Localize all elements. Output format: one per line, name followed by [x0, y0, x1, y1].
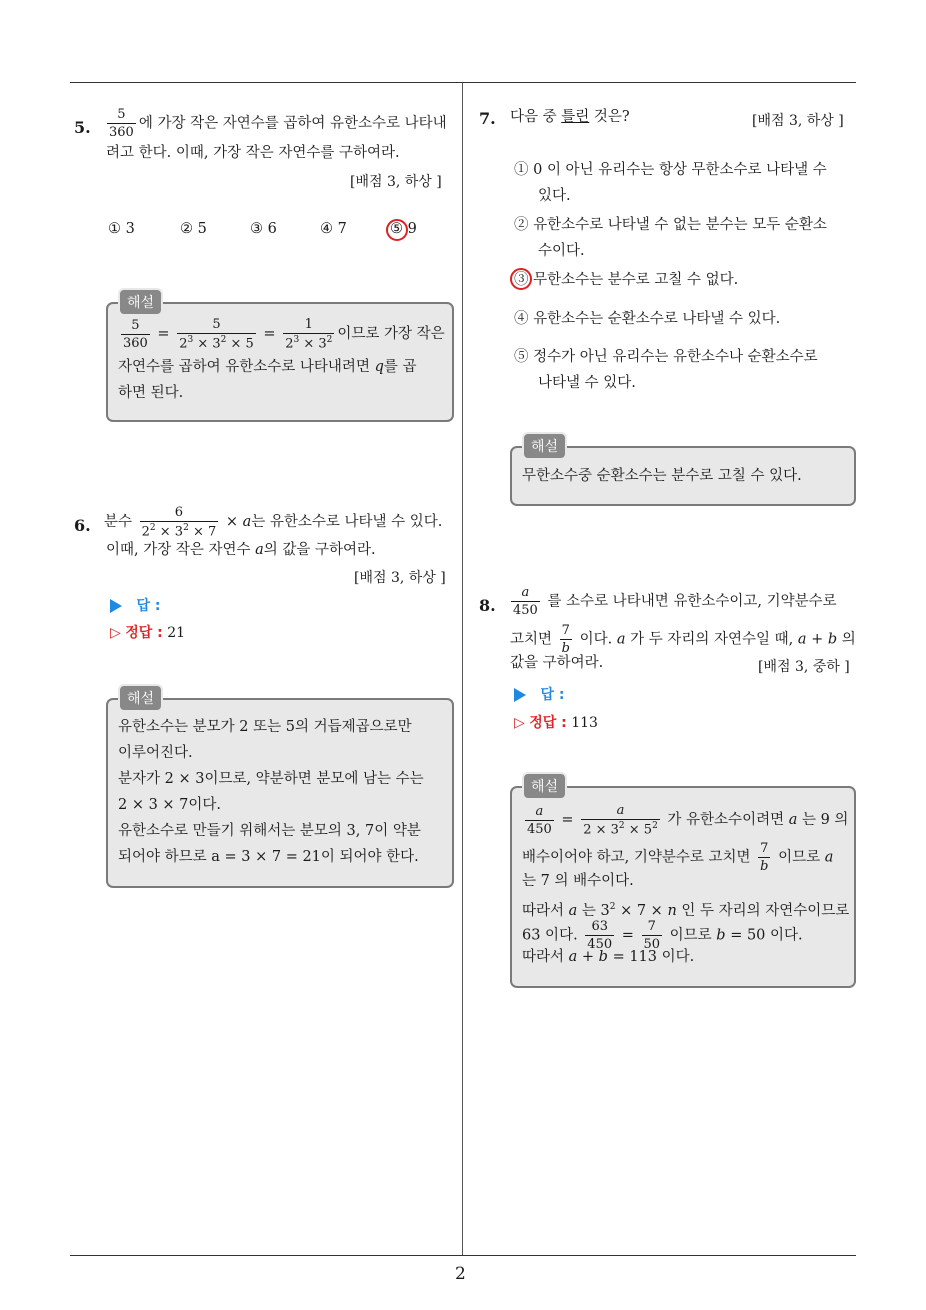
q6-explanation-l3: 분자가 2 × 3이므로, 약분하면 분모에 남는 수는	[118, 771, 424, 787]
bottom-rule	[70, 1255, 856, 1256]
q6-explanation-tag: 해설	[118, 684, 163, 712]
q8-number: 8.	[479, 596, 496, 615]
q5-option-5[interactable]: ⑤ 9	[390, 221, 417, 237]
q7-option-5[interactable]: ⑤ 정수가 아닌 유리수는 유한소수나 순환소수로 나타낼 수 있다.	[514, 349, 818, 391]
q6-points: [배점 3, 하상 ]	[354, 570, 446, 586]
q8-explanation-l6: 따라서 a + b = 113 이다.	[522, 949, 695, 965]
q5-points: [배점 3, 하상 ]	[350, 174, 442, 190]
play-arrow-icon	[514, 688, 526, 702]
q6-correct-value: 21	[167, 625, 186, 641]
q5-explanation-line2: 자연수를 곱하여 유한소수로 나타내려면 q를 곱	[118, 359, 417, 375]
column-divider	[462, 83, 463, 1255]
q6-number: 6.	[74, 516, 91, 535]
q8-explanation-l2: 배수이어야 하고, 기약분수로 고치면 $\frac{7}{b}$ 이므로 a	[522, 841, 834, 874]
q8-answer-row	[514, 684, 564, 704]
q8-explanation-l4: 따라서 a 는 $3^2 \times 7 \times n$ 인 두 자리의 자연수이므로	[522, 902, 850, 919]
q6-answer-row	[110, 595, 160, 615]
q7-option-1[interactable]: ① 0 이 아닌 유리수는 항상 무한소수로 나타낼 수 있다.	[514, 162, 827, 204]
q5-line2: 려고 한다. 이때, 가장 작은 자연수를 구하여라.	[106, 145, 400, 161]
q5-line1: $\frac{5}{360}$ 에 가장 작은 자연수를 곱하여 유한소수로 나타내	[109, 107, 447, 140]
q6-correct-row	[110, 622, 185, 642]
q8-answer-label: 답 :	[540, 687, 565, 703]
q7-points: [배점 3, 하상 ]	[752, 113, 844, 129]
q5-answer-mark	[386, 219, 408, 241]
q6-correct-label: 정답 :	[125, 625, 163, 641]
q7-answer-mark	[510, 268, 532, 290]
q6-line2: 이때, 가장 작은 자연수 a의 값을 구하여라.	[106, 542, 376, 558]
q7-option-4[interactable]: ④ 유한소수는 순환소수로 나타낼 수 있다.	[514, 311, 781, 327]
page-number: 2	[455, 1264, 466, 1284]
q8-line3: 값을 구하여라.	[510, 655, 604, 671]
q7-option-3[interactable]: ③ 무한소수는 분수로 고칠 수 없다.	[514, 272, 739, 288]
q8-correct-row	[514, 712, 598, 732]
q6-answer-label: 답 :	[136, 598, 161, 614]
q8-correct-value: 113	[571, 715, 598, 731]
q7-explanation-text: 무한소수중 순환소수는 분수로 고칠 수 있다.	[522, 468, 802, 484]
q6-explanation-l1: 유한소수는 분모가 2 또는 5의 거듭제곱으로만	[118, 719, 412, 735]
triangle-right-icon: ▷	[110, 625, 121, 641]
q6-explanation-l5: 유한소수로 만들기 위해서는 분모의 3, 7이 약분	[118, 823, 421, 839]
q6-explanation-l4: 2 × 3 × 7이다.	[118, 797, 222, 813]
q8-points: [배점 3, 중하 ]	[758, 659, 850, 675]
q5-explanation-tag: 해설	[118, 288, 163, 316]
q8-explanation-l5: 63 이다. $\frac{63}{450}$ = $\frac{7}{50}$ 이므로 b = 50 이다.	[522, 919, 803, 952]
q8-correct-label: 정답 :	[529, 715, 567, 731]
q7-option-2[interactable]: ② 유한소수로 나타낼 수 없는 분수는 모두 순환소 수이다.	[514, 217, 827, 259]
q5-option-4[interactable]: ④ 7	[320, 221, 347, 237]
q8-explanation-l3: 는 7 의 배수이다.	[522, 873, 634, 889]
q5-option-3[interactable]: ③ 6	[250, 221, 277, 237]
q8-line1: $\frac{a}{450}$ 를 소수로 나타내면 유한소수이고, 기약분수로	[513, 585, 837, 618]
q5-number: 5.	[74, 118, 91, 137]
q7-number: 7.	[479, 109, 496, 128]
triangle-right-icon: ▷	[514, 715, 525, 731]
q8-explanation-tag: 해설	[522, 772, 567, 800]
q5-option-1[interactable]: ① 3	[108, 221, 135, 237]
q6-explanation-l6: 되어야 하므로 a = 3 × 7 = 21이 되어야 한다.	[118, 849, 419, 865]
q8-explanation-l1: $\frac{a}{450}$ = $\frac{a}{2 \times 3^2 \times 5^2}$ 가 유한소수이려면 a 는 9 의	[527, 803, 849, 838]
q6-line1: 분수 $\frac{6}{2^2 \times 3^2 \times 7}$ × a는 유한소수로 나타낼 수 있다.	[104, 505, 443, 540]
q7-explanation-tag: 해설	[522, 432, 567, 460]
play-arrow-icon	[110, 599, 122, 613]
q8-line2: 고치면 $\frac{7}{b}$ 이다. a 가 두 자리의 자연수일 때, a + b 의	[510, 623, 856, 656]
q6-explanation-l2: 이루어진다.	[118, 745, 193, 761]
q7-stem: 다음 중 틀린 것은?	[510, 109, 630, 125]
q5-option-2[interactable]: ② 5	[180, 221, 207, 237]
q5-explanation-line1: $\frac{5}{360}$ = $\frac{5}{2^3 \times 3^2 \times 5}$ = $\frac{1}{2^3 \times 3^2}$ 이므로 가장 작은	[123, 317, 445, 352]
q5-explanation-line3: 하면 된다.	[118, 385, 184, 401]
top-rule	[70, 82, 856, 83]
